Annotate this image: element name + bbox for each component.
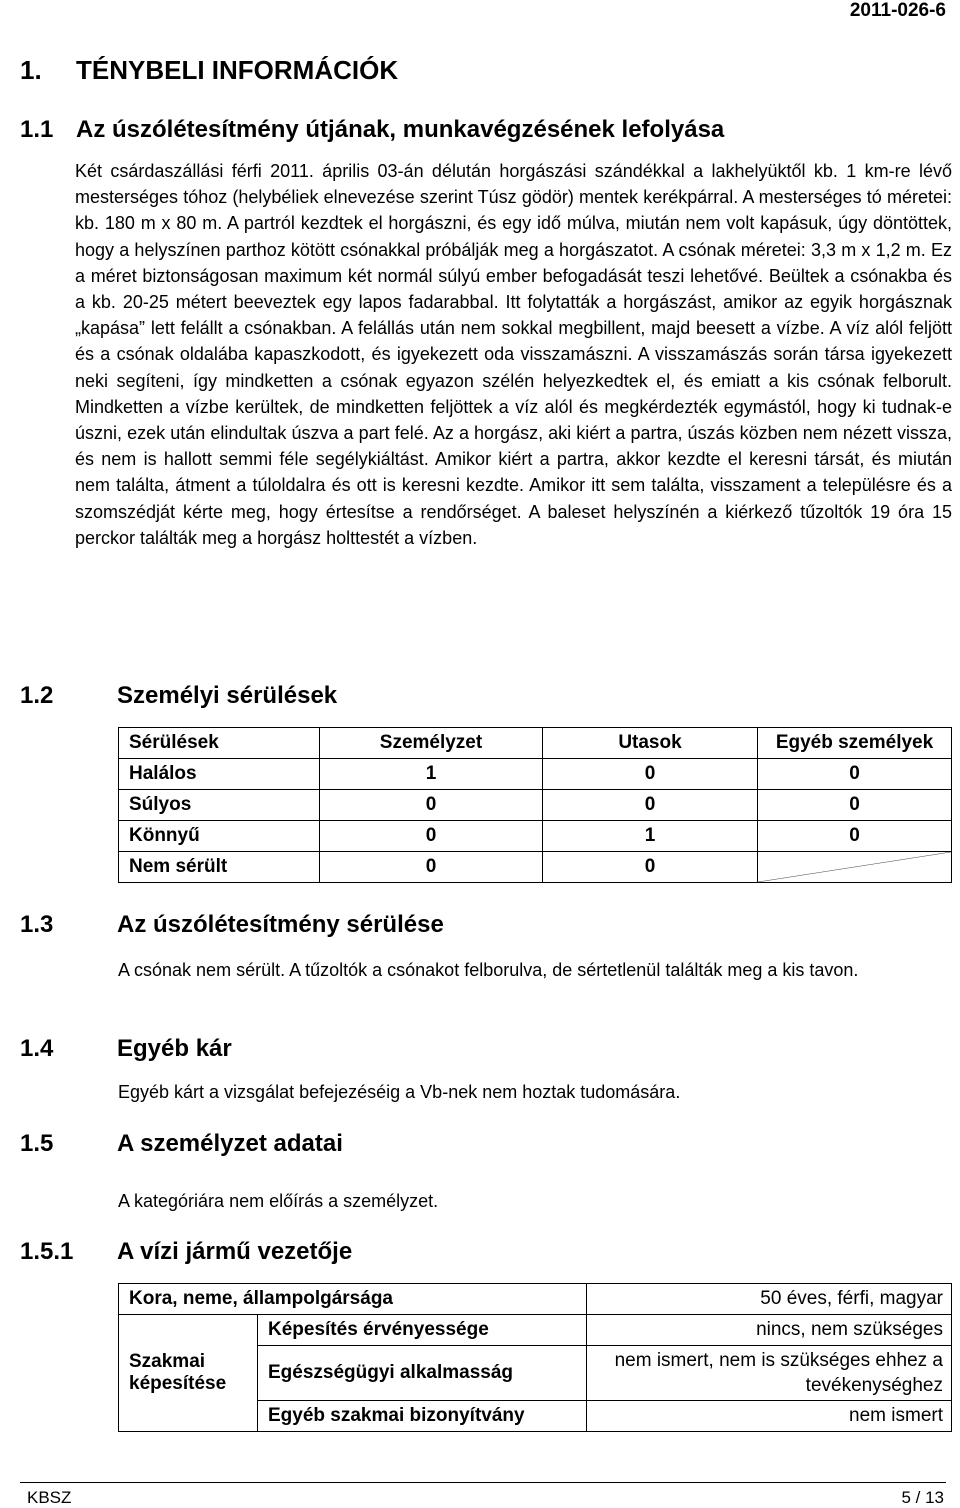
table-cell: 1 (543, 821, 758, 852)
section-title: TÉNYBELI INFORMÁCIÓK (76, 55, 399, 85)
table-row (119, 1284, 952, 1315)
row-label: Nem sérült (119, 852, 320, 883)
row-label: Egészségügyi alkalmasság (258, 1346, 587, 1401)
section-title: A személyzet adatai (117, 1130, 343, 1157)
document-id: 2011-026-6 (849, 0, 946, 21)
row-label: Képesítés érvényessége (258, 1315, 587, 1346)
table-cell: 0 (758, 759, 952, 790)
row-label: Egyéb szakmai bizonyítvány (258, 1401, 587, 1432)
table-cell: 50 éves, férfi, magyar (587, 1284, 952, 1315)
injury-table (118, 727, 952, 883)
row-label: Könnyű (119, 821, 320, 852)
table-row (119, 790, 952, 821)
table-cell: nem ismert, nem is szükséges ehhez a tevékenységhez (587, 1346, 952, 1401)
diagonal-strike (758, 852, 951, 882)
table-cell: 0 (320, 852, 543, 883)
table-row (119, 852, 952, 883)
section-number: 1.1 (20, 116, 54, 143)
table-cell: 0 (320, 790, 543, 821)
row-label: Kora, neme, állampolgársága (119, 1284, 587, 1315)
table-cell: 1 (320, 759, 543, 790)
section-number: 1.5.1 (20, 1238, 74, 1265)
table-cell: 0 (543, 852, 758, 883)
table-cell: nincs, nem szükséges (587, 1315, 952, 1346)
column-header: Egyéb személyek (758, 728, 952, 759)
table-row (119, 821, 952, 852)
section-1-heading (20, 55, 399, 86)
table-header-row (119, 728, 952, 759)
footer-divider (20, 1482, 946, 1483)
table-row (119, 1315, 952, 1346)
narrative-paragraph: Két csárdaszállási férfi 2011. április 03-án délután horgászási szándékkal a lakhelyüktől kb. 1 km-re lévő mesterséges tóhoz (helybéliek elnevezése szerint Túsz gödör) mentek kerékpárral. A mesterséges tó méretei: kb. 180 m x 80 m. A partról kezdtek el horgászni, és egy idő múlva, miután nem volt kapásuk, úgy döntöttek, hogy a helyszínen parthoz kötött csónakkal próbálják meg a horgászatot. A csónak méretei: 3,3 m x 1,2 m. Ez a méret biztonságosan maximum két normál súlyú ember befogadását teszi lehetővé. Beültek a csónakba és a kb. 20-25 métert beeveztek egy lapos fadarabbal. Itt folytatták a horgászást, amikor az egyik horgásznak „kapása” lett felállt a csónakban. A felállás után nem sokkal megbillent, majd beesett a vízbe. A víz alól feljött és a csónak oldalába kapaszkodott, és igyekezett oda visszamászni. A visszamászás során társa igyekezett neki segíteni, így mindketten a csónak egyazon szélén helyezkedtek el, és emiatt a kis csónak felborult. Mindketten a vízbe kerültek, de mindketten feljöttek a víz alól és megkérdezték egymástól, hogy ki tudnak-e úszni, ezek után elindultak úszva a part felé. Az a horgász, aki kiért a partra, úszás közben nem nézett vissza, és nem is hallott semmi féle segélykiáltást. Amikor kiért a partra, akkor kezdte el keresni társát, és miután nem találta, átment a túloldalra és ott is keresni kezdte. Amikor itt sem találta, visszament a településre és a szomszédját kérte meg, hogy értesítse a rendőrséget. A baleset helyszínén a kiérkező tűzoltók 19 óra 15 perckor találták meg a horgász holttestét a vízben. (75, 161, 952, 548)
row-label: Halálos (119, 759, 320, 790)
table-cell: nem ismert (587, 1401, 952, 1432)
section-number: 1.4 (20, 1035, 54, 1062)
table-row (119, 759, 952, 790)
table-cell: 0 (758, 790, 952, 821)
column-header: Sérülések (119, 728, 320, 759)
table-cell: 0 (543, 790, 758, 821)
row-label: Súlyos (119, 790, 320, 821)
section-title: Személyi sérülések (117, 682, 338, 709)
table-cell: 0 (758, 821, 952, 852)
table-cell: 0 (543, 759, 758, 790)
section-number: 1. (20, 55, 42, 85)
section-title: Az úszólétesítmény sérülése (117, 911, 444, 938)
group-label: Szakmai képesítése (119, 1315, 258, 1432)
operator-table (118, 1283, 952, 1432)
section-number: 1.5 (20, 1130, 54, 1157)
crew-data-text: A kategóriára nem előírás a személyzet. (118, 1191, 439, 1211)
vessel-damage-text: A csónak nem sérült. A tűzoltók a csónakot felborulva, de sértetlenül találták meg a kis tavon. (118, 960, 859, 980)
section-title: Az úszólétesítmény útjának, munkavégzésének lefolyása (76, 116, 725, 143)
column-header: Utasok (543, 728, 758, 759)
page-number: 5 / 13 (901, 1488, 944, 1507)
section-title: A vízi jármű vezetője (117, 1238, 353, 1265)
section-number: 1.2 (20, 682, 54, 709)
section-number: 1.3 (20, 911, 54, 938)
column-header: Személyzet (320, 728, 543, 759)
table-cell: 0 (320, 821, 543, 852)
other-damage-text: Egyéb kárt a vizsgálat befejezéséig a Vb-nek nem hoztak tudomására. (118, 1082, 681, 1102)
not-applicable-cell (758, 852, 952, 883)
footer-organization: KBSZ (27, 1488, 72, 1507)
section-title: Egyéb kár (117, 1035, 232, 1062)
